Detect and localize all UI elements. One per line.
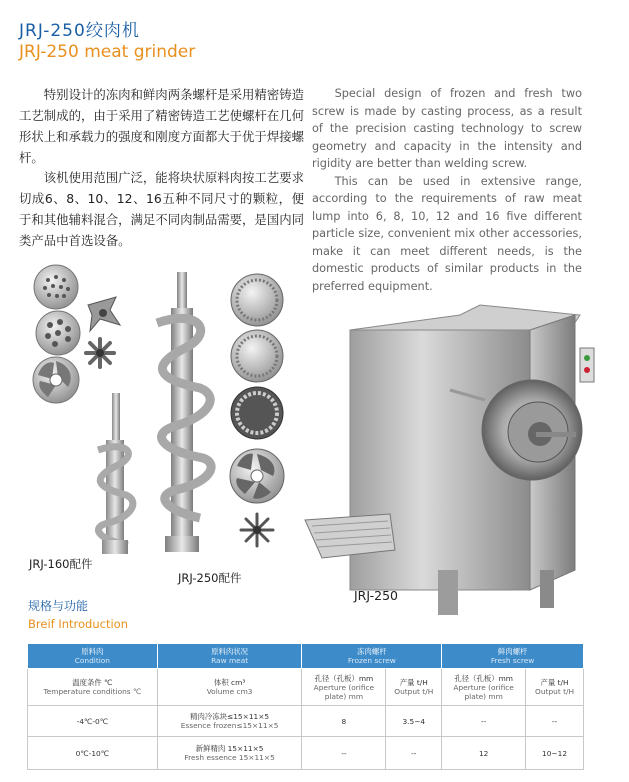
header-fresh-screw: 鲜肉螺杆 Fresh screw [442,644,584,669]
machine-image [300,300,600,615]
en-description [312,85,582,295]
header-raw-meat: 原料肉状况 Raw meat [157,644,302,669]
caption-machine: JRJ-250 [354,588,398,603]
sub-volume: 体积 cm³ Volume cm3 [157,669,302,706]
header-frozen-screw: 冻肉螺杆 Frozen screw [302,644,442,669]
table-row [28,737,584,770]
cn-paragraph-2: 该机使用范围广泛，能将块状原料肉按工艺要求切成6、8、10、12、16五种不同尺寸的颗粒，便于和其他辅料混合，满足不同肉制品需要，是国内同类产品中首选设备。 [19,170,304,248]
cell-frozen-output: 3.5~4 [386,706,442,737]
cell-volume: 精肉冷冻块≤15×11×5 Essence frozen≤15×11×5 [157,706,302,737]
cell-volume: 新鲜精肉 15×11×5 Fresh essence 15×11×5 [157,737,302,770]
table-row [28,706,584,737]
caption-jrj160: JRJ-160配件 [29,557,93,571]
title-en: JRJ-250 meat grinder [19,42,196,62]
jrj250-parts-image [145,268,295,563]
table-header-row [28,644,584,669]
cell-temp: -4℃-0℃ [28,706,158,737]
caption-jrj250-parts: JRJ-250配件 [178,571,242,585]
sub-fresh-output: 产量 t/H Output t/H [526,669,584,706]
section-title-en: Breif Introduction [28,617,128,631]
section-title-cn: 规格与功能 [28,599,89,613]
cell-fresh-aperture: 12 [442,737,526,770]
sub-frozen-output: 产量 t/H Output t/H [386,669,442,706]
en-paragraph-2: This can be used in extensive range, according to the requirements of raw meat lump into 6, 8, 10, 12 and 16 five different particle size, convenient mix other accessories, make it can meet different needs, is the domestic products of similar products in the preferred equipment. [312,174,582,293]
spec-table [27,643,584,770]
sub-fresh-aperture: 孔径（孔板）mm Aperture (orifice plate) mm [442,669,526,706]
title-cn: JRJ-250绞肉机 [19,21,140,41]
cell-frozen-aperture: -- [302,737,386,770]
header-condition: 原料肉 Condition [28,644,158,669]
sub-frozen-aperture: 孔径（孔板）mm Aperture (orifice plate) mm [302,669,386,706]
cell-frozen-aperture: 8 [302,706,386,737]
cn-paragraph-1: 特别设计的冻肉和鲜肉两条螺杆是采用精密铸造工艺制成的，由于采用了精密铸造工艺使螺杆在几何形状上和承载力的强度和刚度方面都大于优于焊接螺杆。 [19,87,304,165]
table-subheader-row [28,669,584,706]
cell-fresh-output: -- [526,706,584,737]
cell-temp: 0℃-10℃ [28,737,158,770]
cell-fresh-output: 10~12 [526,737,584,770]
sub-temperature: 温度条件 ℃ Temperature conditions ℃ [28,669,158,706]
cell-frozen-output: -- [386,737,442,770]
cell-fresh-aperture: -- [442,706,526,737]
en-paragraph-1: Special design of frozen and fresh two screw is made by casting process, as a result of the precision casting technology to screw geometry and capacity in the intensity and rigidity are better than welding screw. [312,87,582,170]
